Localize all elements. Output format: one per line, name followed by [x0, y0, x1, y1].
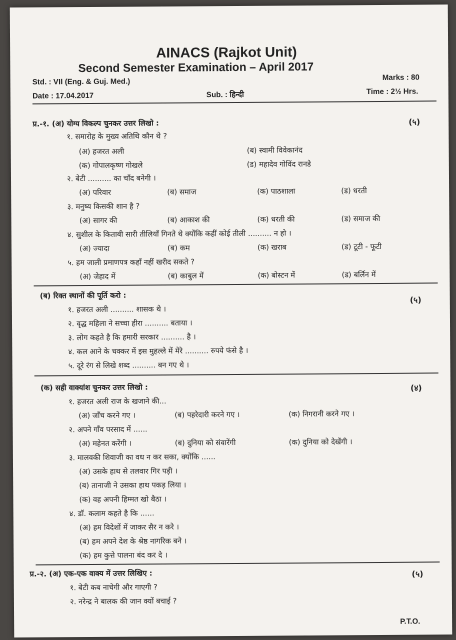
- q1c-q2-option-b: (ब) दुनिया को संवारेंगी: [174, 437, 236, 448]
- q2a-marks: (५): [411, 569, 424, 579]
- q2a-question-2: २. नरेन्द्र ने बालक की जान क्यों बचाई ?: [69, 596, 177, 607]
- school-title: AINACS (Rajkot Unit): [156, 43, 297, 61]
- q1b-line-2: २. वृद्ध महिला ने सच्चा हीरा .......... बताया ।: [67, 318, 193, 329]
- q1c-q3-option-c: (क) वह अपनी हिम्मत खो बैठा ।: [79, 494, 167, 505]
- q1c-q4-option-a: (अ) हम विदेशों में जाकर सैर न करे ।: [79, 522, 180, 533]
- q1a-q3-option-a: (अ) सागर की: [79, 215, 118, 226]
- q1a-q3-option-b: (ब) आकाश की: [167, 215, 210, 225]
- marks-label: Marks : 80: [382, 72, 420, 82]
- q1a-q5-option-c: (क) बोस्टन में: [257, 270, 296, 280]
- q1c-q4-option-c: (क) हम कुत्ते पालना बंद कर दे ।: [79, 550, 168, 561]
- q1a-q5-option-d: (ड) बर्लिन में: [341, 269, 376, 280]
- q1a-q1-option-d: (ड) महादेव गोविंद रानडे: [246, 159, 312, 169]
- exam-paper: [10, 4, 452, 637]
- q1c-question-3: ३. मालवकी शिवाजी का वध न कर सका, क्योंकि ......: [68, 452, 216, 463]
- header-divider: [32, 101, 436, 105]
- q1a-q4-option-d: (ड) टूटी - फूटी: [341, 241, 382, 252]
- q1c-question-1: १. हजरत अली राज के खजाने की...: [68, 396, 167, 407]
- q1a-q2-option-b: (ब) समाज: [167, 187, 197, 197]
- q1a-q1-option-a: (अ) हजरत अली: [78, 146, 125, 157]
- q1a-question-2: २. बेटी .......... का चाँद बनेगी ।: [66, 173, 157, 184]
- std-label: Std. : VII (Eng. & Guj. Med.): [32, 76, 131, 87]
- q1a-q1-option-c: (क) गोपालकृष्ण गोखले: [78, 160, 143, 171]
- q1c-question-4: ४. डॉ. कलाम कहते है कि ......: [69, 508, 155, 519]
- q1c-q1-option-c: (क) निगरानी करने गए ।: [288, 409, 355, 419]
- q1a-q5-option-b: (ब) काबुल में: [167, 271, 204, 281]
- q1a-marks: (५): [408, 117, 421, 127]
- exam-title: Second Semester Examination – April 2017: [78, 61, 314, 76]
- q1a-heading: प्र.-१. (अ) योग्य विकल्प चुनकर उत्तर लिखो :: [32, 118, 159, 129]
- q1a-question-4: ४. सुशील के किताबी सारी तीलियाँ गिनते थे क्योंकि कहीं कोई तीली .......... न हो ।: [67, 228, 292, 240]
- q1c-q1-option-a: (अ) जाँच करने गए ।: [78, 410, 136, 421]
- q1a-question-5: ५. हम जाली प्रमाणपत्र कहाँ नहीं खरीद सकते ?: [67, 257, 195, 268]
- time-label: Time : 2½ Hrs.: [366, 86, 419, 97]
- q1c-heading: (क) सही वाक्यांश चुनकर उत्तर लिखो :: [40, 382, 148, 393]
- q2a-question-1: १. बेटी कब नाचेगी और गाएगी ?: [69, 582, 158, 593]
- q1b-heading: (ब) रिक्त स्थानों की पूर्ति करो :: [39, 290, 127, 301]
- q1c-q2-option-c: (क) दुनिया को देखेंगी ।: [288, 437, 353, 447]
- q1b-line-1: १. हजरत अली .......... शासक थे ।: [67, 304, 167, 315]
- q1a-q4-option-c: (क) खराब: [257, 242, 287, 252]
- q1a-q5-option-a: (अ) जेहाद में: [79, 271, 116, 282]
- q1c-q2-option-a: (अ) महेनत करेंगी ।: [78, 438, 132, 449]
- q1a-question-1: १. समारोह के मुख्य अतिथि कौन थे ?: [66, 131, 168, 142]
- q1b-marks: (५): [409, 295, 422, 305]
- q1a-q3-option-d: (ड) समाज की: [341, 213, 381, 224]
- q1a-q4-option-a: (अ) ज्यादा: [79, 243, 110, 254]
- q1a-q2-option-c: (क) पाठशाला: [257, 186, 296, 196]
- q1a-q2-option-a: (अ) परिवार: [79, 187, 112, 198]
- q1b-line-5: ५. दूरे रंग से लिखे शब्द .......... बन गए थे ।: [68, 360, 190, 371]
- q1b-line-3: ३. लोग कहते है कि हमारी सरकार .......... है ।: [68, 332, 196, 343]
- q1c-q3-option-a: (अ) उसके हाथ से तलवार गिर पड़ी ।: [79, 466, 178, 477]
- q1b-line-4: ४. कल आने के चक्कर में इस मुहल्ले में मेरे .......... रुपये फंसे है ।: [68, 345, 249, 357]
- q1c-q1-option-b: (ब) पहरेदारी करने गए ।: [174, 409, 240, 420]
- q1a-divider: [34, 283, 438, 287]
- q1c-marks: (४): [410, 383, 422, 393]
- pto-label: P.T.O.: [400, 616, 421, 626]
- q1a-q1-option-b: (ब) स्वामी विवेकानंद: [246, 145, 303, 155]
- q1a-question-3: ३. मनुष्य किसकी शान है ?: [67, 201, 140, 212]
- q1c-q4-option-b: (ब) हम अपने देश के श्रेष्ठ नागरिक बने ।: [79, 536, 187, 547]
- q1b-divider: [34, 373, 438, 377]
- q1c-divider: [36, 562, 440, 566]
- q2a-heading: प्र.-२. (अ) एक-एक वाक्य में उत्तर लिखिए :: [29, 568, 153, 579]
- q1c-q3-option-b: (ब) तानाजी ने उसका हाथ पकड़ लिया ।: [79, 480, 187, 491]
- q1a-q4-option-b: (ब) कम: [167, 243, 190, 253]
- q1a-q2-option-d: (ड) धरती: [341, 186, 367, 196]
- date-label: Date : 17.04.2017: [32, 90, 94, 101]
- q1c-question-2: २. अपने गाँव परसाद में ......: [68, 424, 148, 435]
- subject-label: Sub. : हिन्दी: [206, 89, 244, 100]
- q1a-q3-option-c: (क) धरती की: [257, 214, 295, 224]
